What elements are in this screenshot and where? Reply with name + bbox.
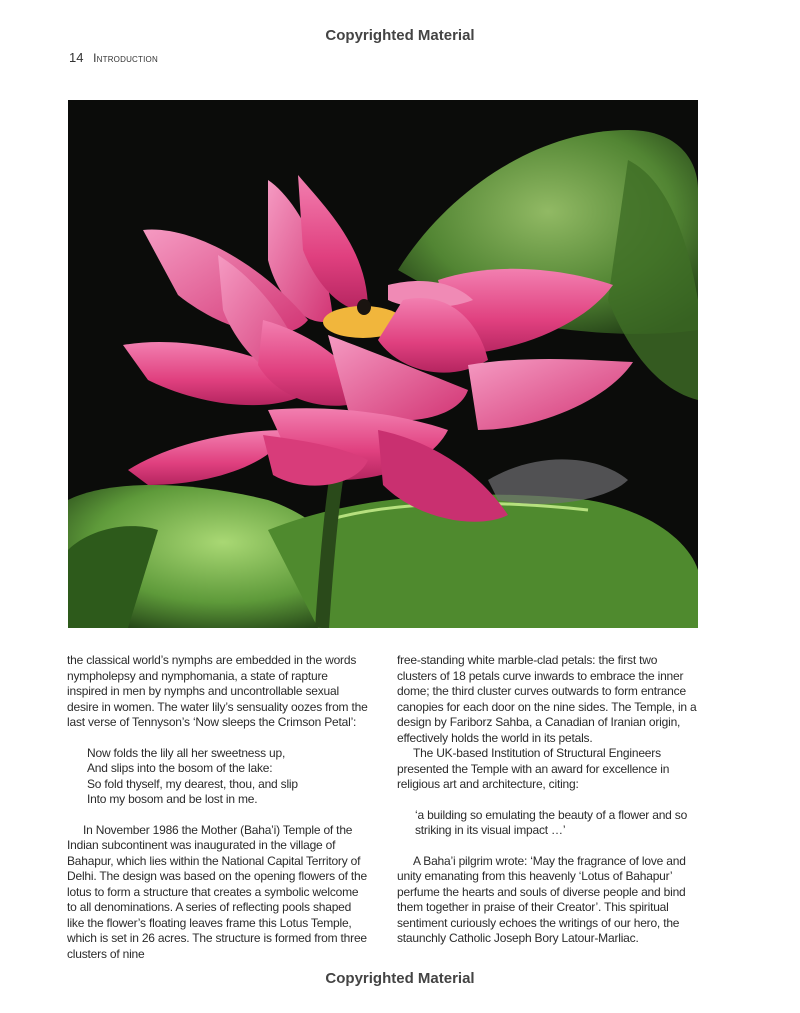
right-column [397, 653, 700, 947]
body-paragraph: In November 1986 the Mother (Baha’i) Temple of the Indian subcontinent was inaugurated in the village of Bahapur, which lies within the National Capital Territory of Delhi. The design was based on the opening flowers of the lotus to form a structure that creates a symbolic welcome to all denominations. A series of reflecting pools shaped like the flower’s floating leaves frame this Lotus Temple, which is set in 26 acres. The structure is formed from three clusters of nine [67, 822, 367, 961]
body-paragraph: A Baha’i pilgrim wrote: ‘May the fragrance of love and unity emanating from this heavenly ‘Lotus of Bahapur’ perfume the hearts and souls of diverse people and bind them together in praise of their Creator’. This spiritual sentiment curiously echoes the writings of our hero, the staunchly Catholic Joseph Bory Latour-Marliac. [397, 853, 686, 945]
bee [357, 299, 371, 315]
lotus-illustration [68, 100, 698, 628]
body-paragraph: free-standing white marble-clad petals: the first two clusters of 18 petals curve inwards to embrace the inner dome; the third cluster curves outwards to form entrance canopies for each door on the nine sides. The Temple, in a design by Fariborz Sahba, a Canadian of Iranian origin, effectively holds the world in its petals. [397, 653, 697, 745]
verse-line: Now folds the lily all her sweetness up, [87, 745, 286, 760]
section-title: Introduction [93, 51, 158, 65]
verse-line: So fold thyself, my dearest, thou, and slip [87, 776, 298, 791]
verse-quote [87, 746, 370, 808]
verse-line: And slips into the bosom of the lake: [87, 761, 273, 775]
running-head [69, 50, 158, 65]
page-number: 14 [69, 50, 84, 65]
copyright-watermark-top: Copyrighted Material [325, 27, 475, 44]
body-paragraph: the classical world’s nymphs are embedded in the words nympholepsy and nymphomania, a state of rapture inspired in men by nymphs and uncontrollable sexual desire in women. The water lily’s sensuality oozes from the last verse of Tennyson’s ‘Now sleeps the Crimson Petal’: [67, 653, 368, 729]
verse-line: Into my bosom and be lost in me. [87, 792, 258, 806]
copyright-watermark-bottom: Copyrighted Material [325, 970, 475, 987]
lotus-photo [68, 100, 698, 628]
left-column [67, 653, 370, 962]
body-paragraph: The UK-based Institution of Structural Engineers presented the Temple with an award for excellence in religious art and architecture, citing: [397, 746, 670, 791]
block-quote: ‘a building so emulating the beauty of a flower and so striking in its visual impact …’ [415, 807, 688, 837]
